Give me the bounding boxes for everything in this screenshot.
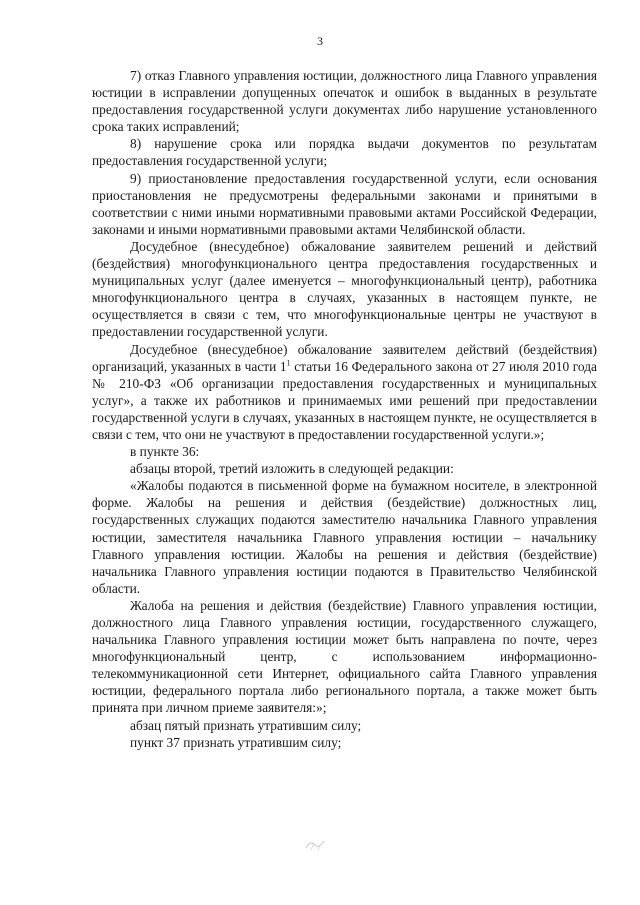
page-number: 3 [317, 34, 323, 48]
paragraph-organizations-appeal-part1: Досудебное (внесудебное) обжалование заявителем действий (бездействия) организаций, указанных в части 1 [92, 341, 597, 374]
superscript-one: 1 [286, 358, 291, 368]
scan-mark-icon [302, 836, 330, 852]
paragraph-organizations-appeal-part2: статьи 16 Федерального закона от 27 июля 2010 года № 210-ФЗ «Об организации предоставления государственных и муниципальных услуг», а также их работников и принимаемых ими решений при предоставлении государственной услуги в случаях, указанных в настоящем пункте, не осуществляется в связи с тем, что они не участвуют в предоставлении государственной услуги.»; [92, 358, 597, 442]
paragraph-item-7: 7) отказ Главного управления юстиции, должностного лица Главного управления юстиции в исправлении допущенных опечаток и ошибок в выданных в результате предоставления государственной услуги документах либо нарушение установленного срока таких исправлений; [92, 68, 597, 135]
paragraph-mfc-appeal: Досудебное (внесудебное) обжалование заявителем решений и действий (бездействия) многофункционального центра предоставления государственных и муниципальных услуг (далее именуется – многофункциональный центр), работника многофункционального центра в случаях, указанных в настоящем пункте, не осуществляется в связи с тем, что многофункциональные центры не участвуют в предоставлении государственной услуги. [92, 238, 597, 340]
document-body [92, 67, 597, 751]
paragraph-complaint-submission: Жалоба на решения и действия (бездействие) Главного управления юстиции, должностного лица Главного управления юстиции, государственного служащего, начальника Главного управления юстиции может быть направлена по почте, через многофункциональный центр, с использованием информационно-телекоммуникационной сети Интернет, официального сайта Главного управления юстиции, федерального портала либо регионального портала, а также может быть принята при личном приеме заявителя:»; [92, 597, 597, 716]
paragraph-organizations-appeal [92, 341, 597, 444]
paragraph-edit-instruction: абзацы второй, третий изложить в следующей редакции: [130, 461, 454, 477]
paragraph-item-9: 9) приостановление предоставления государственной услуги, если основания приостановления не предусмотрены федеральными законами и принятыми в соответствии с ними иными нормативными правовыми актами Российской Федерации, законами и иными нормативными правовыми актами Челябинской области. [92, 170, 597, 237]
paragraph-complaints-form: «Жалобы подаются в письменной форме на бумажном носителе, в электронной форме. Жалобы на решения и действия (бездействие) должностных лиц, государственных служащих подаются заместителю начальника Главного управления юстиции, заместителя начальника Главного управления юстиции – начальнику Главного управления юстиции. Жалобы на решения и действия (бездействие) начальника Главного управления юстиции подаются в Правительство Челябинской области. [92, 478, 597, 596]
paragraph-point-37: пункт 37 признать утратившим силу; [130, 734, 342, 750]
paragraph-abzac-five: абзац пятый признать утратившим силу; [130, 717, 362, 733]
paragraph-point-36: в пункте 36: [130, 444, 200, 460]
paragraph-item-8: 8) нарушение срока или порядка выдачи документов по результатам предоставления государственной услуги; [92, 136, 597, 169]
